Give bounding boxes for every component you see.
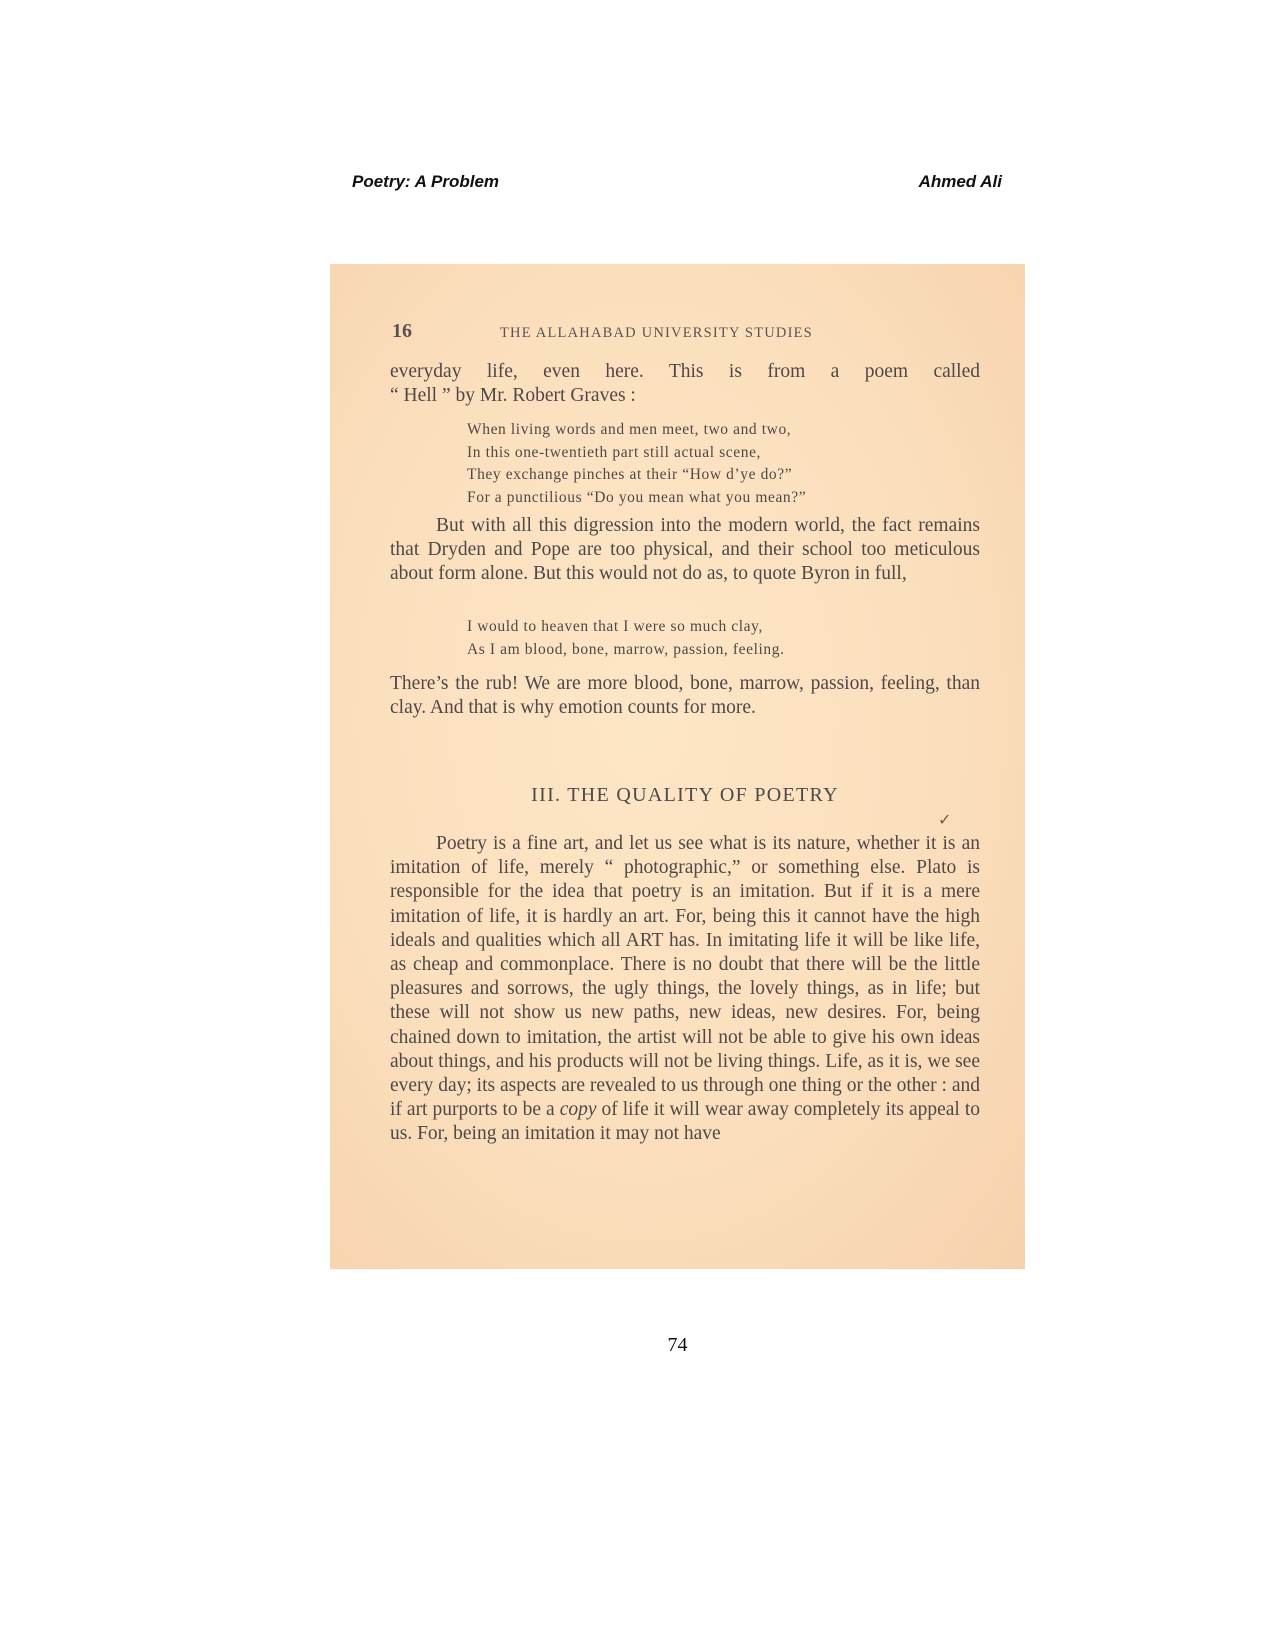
verse-line: As I am blood, bone, marrow, passion, feeling. [467,640,785,658]
intro-line-1: everyday life, even here. This is from a poem called [390,361,980,382]
pencil-mark-icon: ✓ [938,812,952,829]
book-running-title: THE ALLAHABAD UNIVERSITY STUDIES [500,325,813,341]
verse-line: When living words and men meet, two and two, [467,421,792,438]
paragraph-quality-text-end: of life it will wear away completely its appeal to us. For, being an imitation it may not have [390,1099,980,1145]
paragraph-quality-text: Poetry is a fine art, and let us see what is its nature, whether it is an imitation of life, merely “ photographic,” or something else. Plato is responsible for the idea that poetry is an imitation. But if it is a mere imitation of life, it is hardly an art. For, being this it cannot have the high ideals and qualities which all ART has. In imitating life it will be like life, as cheap and commonplace. There is no doubt that there will be the little pleasures and sorrows, the ugly things, the lovely things, as in life; but these will not show us new paths, new ideas, new desires. For, being chained down to imitation, the artist will not be able to give his own ideas about things, and his products will not be living things. Life, as it is, we see every day; its aspects are revealed to us through one thing or the other : and if art purports to be a [390,833,980,1121]
paragraph-rub: There’s the rub! We are more blood, bone, marrow, passion, feeling, than clay. And that is why emotion counts for more. [390,673,980,719]
running-header-title: Poetry: A Problem [352,172,500,191]
verse-line: In this one-twentieth part still actual scene, [467,443,762,461]
scanned-page [330,264,1025,1269]
italic-copy: copy [559,1099,597,1121]
intro-line-2: “ Hell ” by Mr. Robert Graves : [390,385,636,407]
verse-line: They exchange pinches at their “How d’ye do?” [467,466,793,483]
book-page-number: 16 [392,320,412,342]
verse-byron [467,616,785,661]
verse-graves [467,419,806,509]
running-header-author: Ahmed Ali [918,172,1002,191]
folio-page-number: 74 [667,1334,688,1356]
book-page-header [390,320,980,344]
section-heading: III. THE QUALITY OF POETRY [531,784,839,806]
paragraph-dryden-pope: But with all this digression into the modern world, the fact remains that Dryden and Pope are too physical, and their school too meticulous about form alone. But this would not do as, to quote Byron in full, [390,515,980,585]
verse-line: I would to heaven that I were so much clay, [467,618,763,635]
paragraph-quality [390,832,980,1147]
verse-line: For a punctilious “Do you mean what you mean?” [467,488,807,506]
intro-paragraph [390,360,980,408]
running-header [352,172,1002,196]
